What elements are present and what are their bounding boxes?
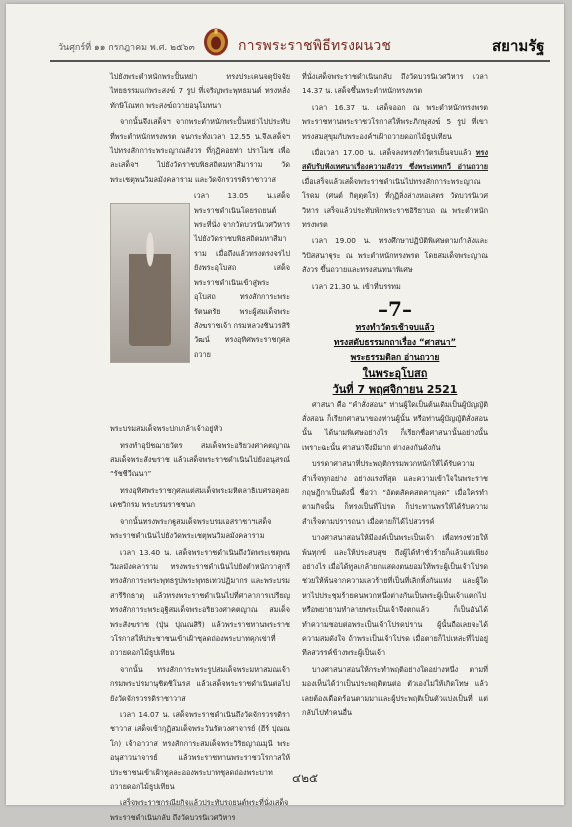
- royal-emblem-icon: [202, 27, 230, 57]
- paragraph: เวลา 14.07 น. เสด็จพระราชดำเนินถึงวัดจักรวรรดิราชาวาส เสด็จเข้ากุฏิสมเด็จพระวันรัตวงศาจารย์ (ฮีร์ ปุณณโก) เจ้าอาวาส ทรงสักการะสมเด็จพระวิริยญาณมุนี พระอนุสาวนาจารย์ แล้วพระราชทานพระราชวโรกาสให้ประชาชนเข้าเฝ้าทูลละอองพระบาทชุลดถ่องพระบาท ถวายดอกไม้ธูปเทียน: [110, 709, 290, 791]
- header-rule: [50, 60, 550, 62]
- photo-inset: [110, 189, 290, 422]
- paragraph: เวลา 21.30 น. เข้าที่บรรทม: [312, 281, 401, 291]
- header-title: การพระราชพิธีทรงผนวช: [238, 38, 392, 54]
- left-column: [110, 70, 290, 827]
- paragraph-tail: เมื่อเสร็จแล้วเสด็จพระราชดำเนินไปทรงสักการะพระญาณโรดม (ศนต์ กิตุตฺตโร) ที่กุฏิลิ่งล่างหอเสตร วัดบวรนิเวศวิหาร เสร็จแล้วประทับพักพระราชอิริยาบถ ณ พระตำหนักทรงพรต: [302, 176, 488, 230]
- photo-figure: [129, 228, 171, 346]
- paragraph: ไปยังพระตำหนักพระปั้นหย่า ทรงประเคนจตุปัจจัยไทยธรรมแก่พระสงฆ์ 7 รูป ที่เจริญพระพุทธมนต์ ทรงหลั่งทักษิโณทก พระสงฆ์ถวายอนุโมทนา: [110, 72, 290, 110]
- section-title-line: ทรงทำวัตรเช้าจบแล้ว: [355, 322, 435, 333]
- monk-photo: [110, 203, 190, 363]
- section-title-line: ในพระอุโบสถ: [362, 366, 428, 380]
- right-column: [302, 70, 488, 722]
- publication-brand: สยามรัฐ: [492, 37, 545, 55]
- section-number: –7–: [378, 297, 412, 322]
- header-date: วันศุกร์ที่ ๑๑ กรกฎาคม พ.ศ. ๒๕๖๓: [58, 43, 195, 53]
- paragraph: เวลา 13.05 น.เสด็จพระราชดำเนินโดยรถยนต์พระที่นั่ง จากวัดบวรนิเวศวิหาร ไปยังวัดราชบพิธสถิตมหาสีมาราม เมื่อถึงแล้วทรงตรงจรไปยังพระอุโบสถ เสด็จพระราชดำเนินเข้าสู่พระอุโบสถ ทรงสักการะพระรัตนตรัย พระผู้สมเด็จพระสังฆราชเจ้า กรมหลวงชินวรสิริวัฒน์ ทรงอุทิศพระราชกุศลถวาย: [194, 191, 291, 359]
- document-page: [6, 4, 564, 822]
- paragraph: ที่นั่งเสด็จพระราชดำเนินกลับ ถึงวัดบวรนิเวศวิหาร เวลา 14.37 น. เสด็จขึ้นพระตำหนักทรงพรต: [302, 72, 488, 96]
- section-title-line: พระธรรมดิลก อ่านถวาย: [350, 352, 440, 363]
- paragraph: บางศาสนาสอนให้กระทำพฤติอย่างใดอย่างหนึ่ง ตามที่มองเห็นได้ว่าเป็นประพฤติตนต่อ ตัวเองไม่ให้เกิดโทษ แล้วเลยต้องเดือดร้อนตามมาและผู้ประพฤติเป็นตัวแบ่งเป็นที่ แต่กลับไปทำคนอื่น: [302, 664, 488, 718]
- paragraph: [302, 146, 488, 232]
- paragraph: เวลา 19.00 น. ทรงศึกษาปฏิบัติพิเศษตามกำลังและวิปัสสนาฐุระ ณ พระตำหนักทรงพรต โดยสมเด็จพระญาณสังวร ขึ้นถวายและทรงสนทนาพิเศษ: [302, 236, 488, 275]
- paragraph: ศาสนา คือ “คำสั่งสอน” ท่านผู้ใดเป็นต้นเดิมเป็นผู้บัญญัติสั่งสอน ก็เรียกศาสนาของท่านผู้นั้น หรือท่านผู้บัญญัติสั่งสอนนั้น ได้นามพิเศษอย่างไร ก็เรียกชื่อศาสนานั้นอย่างนั้น เพราะฉะนั้น ศาสนาจึงมีมาก ต่างลงกันดังกัน: [302, 399, 488, 452]
- paragraph-lead: เมื่อเวลา 17.00 น. เสด็จลงทรงทำวัตรเย็นจบแล้ว: [312, 148, 472, 158]
- section-date: วันที่ 7 พฤศจิกายน 2521: [332, 382, 458, 396]
- paragraph: เวลา 16.37 น. เสด็จออก ณ พระตำหนักทรงพรต พระราชทานพระราชวโรกาสให้พระภิกษุสงฆ์ 5 รูป ที่เขาทรงสมสุขุมกับพระองค์ฯเฝ้าถวายดอกไม้ธูปเทียน: [302, 102, 488, 141]
- section-title-line: ทรงสดับธรรมกถาเรื่อง “ศาสนา”: [333, 337, 457, 348]
- paragraph: จากนั้น ทรงสักการะพระรูปสมเด็จพระมหาสมณเจ้า กรมพระปรมานุชิตชิโนรส แล้วเสด็จพระราชดำเนินต่อไปยังวัดจักรวรรดิราชาวาส: [110, 664, 290, 703]
- paragraph: จากนั้นทรงพระกฐูสมเด็จพระบรมเอสราชาฯเสด็จพระราชดำเนินไปยังวัดพระเชตุพนวิมลมังคลาราม: [110, 516, 272, 541]
- page-number: ๔๒๕: [292, 771, 319, 785]
- highlight-text: ทรงสดับรับฟังเทศนาเรื่องความสังวร ซึ่งพระเทพกวี อ่านถวาย: [302, 148, 489, 172]
- section-heading: [302, 297, 488, 397]
- paragraph: เสร็จพระราชกรณียกิจแล้วประทับรถยนต์พระที่นั่งเสด็จพระราชดำเนินกลับ ถึงวัดบวรนิเวศวิหาร: [110, 798, 289, 822]
- paragraph: ทรงอุทิศพระราชกุศลแต่สมเด็จพระมหิตลาธิเบศรอดุลยเดชวิกรม พระบรมราชชนก: [110, 485, 290, 510]
- paragraph: ทรงทำอุปัชฌายวัตร สมเด็จพระอริยวงศาคตญาณ สมเด็จพระสังฆราช แล้วเสด็จพระราชดำเนินไปยังอนุสรณ์ “รัชชีวีณนา”: [110, 440, 290, 479]
- paragraph: บางศาสนาสอนให้มีองค์เป็นพระเป็นเจ้า เพื่อทรงช่วยให้พ้นทุกข์ และให้ประสบสุข ถึงผู้ได้ทำชั่วร้ายก็แล้วแต่เพียงอย่างไร เมื่อได้ทูลเกล้ายกแสดงตนยอมให้พระผู้เป็นเจ้าโปรดช่วยให้พ้นจากความเลวร้ายที่เป็นที่เลิกทิ้งกันแห่ง และผู้ใดหาไปประชุมร้ายคนพวกหนึ่งต่างกันเป็นพระผู้เป็นเจ้าแตกไป หรือพยายามทำลายพระเป็นเจ้าจึงตกแล้ว ก็เป็นอันได้ทำความชอบต่อพระเป็นเจ้าโปรดปราน ผู้นั้นถือเลยจะได้ความสมดังใจ ถ้าพระเป็นเจ้าโปรด เมื่อตายก็ไปเหล่ะที่ไปอยู่ทีลสวรรค์ข้างพระผู้เป็นเจ้า: [302, 533, 488, 658]
- paragraph: เวลา 13.40 น. เสด็จพระราชดำเนินถึงวัดพระเชตุพนวิมลมังคลาราม ทรงพระราชดำเนินไปยังตำหนักวาสุกรี ทรงสักการะพระพุทธรูปพระพุทธเทวปฏิมากร และพระบรมสารีริกธาตุ แล้วทรงพระราชดำเนินไปที่ศาลาการเปรียญ ทรงสักการะพระอุฐิสมเด็จพระอริยวงศาคตญาณ สมเด็จพระสังฆราช (ปุ่น ปุณณสิริ) แล้วพระราชทานพระราชวโรกาสให้ประชาชนเข้าเฝ้าชุลดถ่องพระบาทคุกเข่าที่ ถวายดอกไม้ธูปเทียน: [110, 547, 290, 658]
- paragraph: พระบรมสมเด็จพระปกเกล้าเจ้าอยู่หัว: [110, 424, 223, 434]
- paragraph: จากนั้นจึงเสด็จฯ จากพระตำหนักพระปั้นหย่าไปประทับที่พระตำหนักทรงพรต จนกระทั่งเวลา 12.55 น.จึงเสด็จฯ ไปทรงสักการะพระญาณสังวร ที่กุฏิคอยท่า ปราโมช เพื่อละเสด็จฯ ไปยังวัดราชบพิธสถิตมหาสีมาราม วัดพระเชตุพนวิมลมังคลาราม และวัดจักรวรรดิราชาวาส: [110, 117, 290, 184]
- paragraph: บรรดาศาสนาที่ประพฤติกรรมพวกหนักให้ได้รับความสำเร็จทุกอย่าง อย่างแรงที่สุด และความเข้าใจในพระราชกฤษฎีกาเป็นดังนี้ ชื่อว่า “อัตตสัคคสตคาบุลด” เมื่อใครทำตามกิจนั้น ก็ทรงเป็นที่โปรด ก็ประทานพรให้ได้รับความสำเร็จตามปรารถนา เมื่อตายก็ได้ไปสวรรค์: [302, 459, 488, 526]
